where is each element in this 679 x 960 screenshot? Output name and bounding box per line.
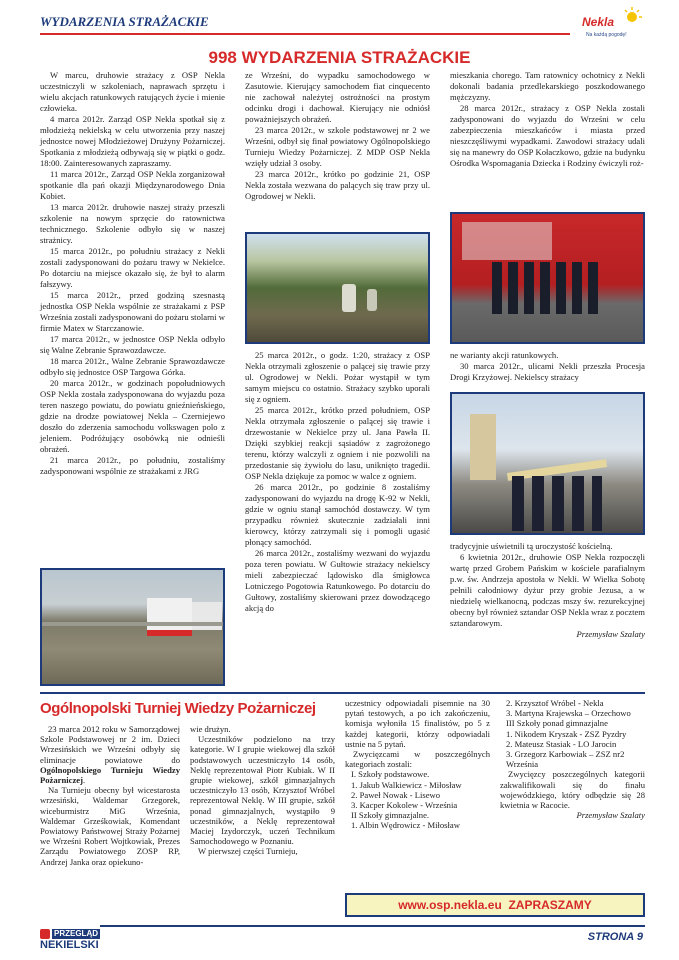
- list-item: 2. Mateusz Stasiak - LO Jarocin: [506, 738, 617, 749]
- paragraph: mieszkania chorego. Tam ratownicy ochotnicy z Nekli dokonali badania przedlekarskiego poszkodowanego mężczyzny.: [450, 70, 645, 102]
- article-title: 998 WYDARZENIA STRAŻACKIE: [208, 48, 471, 67]
- photo-procession: [450, 392, 645, 535]
- paragraph: 23 marca 2012r., w szkole podstawowej nr 2 we Wrześni, odbył się finał powiatowy Ogólnopolskiego Turnieju Wiedzy Pożarniczej. Z MDP OSP Nekla wzięły udział 3 osoby.: [245, 125, 430, 168]
- paragraph: 13 marca 2012r. druhowie naszej straży przeszli szkolenie na nowym sprzęcie do ratownictwa technicznego. Szkolenie odbyło się w naszej strażnicy.: [40, 202, 225, 245]
- article-column-2: [245, 70, 430, 202]
- paragraph: 26 marca 2012r., po godzinie 8 zostaliśmy zadysponowani do wyjazdu na drogę K-92 w Nekli, gdzie w ogniu stanął samochód dostawczy. W tym przypadku również skutecznie zadziałali inni kierowcy, którzy zatrzymali się i pomogli ugasić płonący samochód.: [245, 482, 430, 547]
- paragraph: 25 marca 2012r., krótko przed południem, OSP Nekla otrzymała zgłoszenie o palącej się trawie i drzewostanie w Nekielce przy ul. Jana Pawła II. Dzięki szybkiej reakcji sąsiadów z zagrożonego terenu, którzy walczyli z ogniem i nie pozwolili na przedostanie się żywiołu do lasu, uniknięto tragedii. OSP Nekla dziękuje za pomoc w walce z ogniem.: [245, 405, 430, 481]
- list-item: 3. Martyna Krajewska – Orzechowo: [506, 708, 631, 719]
- page-number: STRONA 9: [587, 931, 643, 943]
- paragraph: Uczestników podzielono na trzy kategorie. W I grupie wiekowej dla szkół podstawowych uczestniczyło 14 osób, Neklę reprezentował Piotr Kubiak. W II grupie wiekowej, szkół gimnazjalnych uczestniczyło 13 osób, Krzysztof Wróbel reprezentował Neklę. W III grupie, szkół ponad gimnazjalnych, wystąpiło 9 uczestników, a Neklę reprezentował Maciej Izydorczyk, uczeń Technikum Samochodowego w Poznaniu.: [190, 734, 335, 847]
- przeglad-nekielski-logo: [40, 929, 100, 951]
- paragraph: 25 marca 2012r., o godz. 1:20, strażacy z OSP Nekla otrzymali zgłoszenie o palącej się trawie przy ul. Ogrodowej w Nekli. Pożar wystąpił w tym samym miejscu co ostatnio. Strażacy szybko uporali się z ogniem.: [245, 350, 430, 404]
- paragraph: uczestnicy odpowiadali pisemnie na 30 pytań testowych, a po ich zakończeniu, komisja wyłoniła 15 finalistów, po 5 z każdej kategorii, którzy odpowiadali ustnie na 5 pytań.: [345, 698, 490, 749]
- header-divider: [40, 33, 570, 35]
- article2-column-3: [345, 698, 490, 831]
- paragraph: 15 marca 2012r., przed godziną szesnastą jednostka OSP Nekla wspólnie ze strażakami z PSP Września zostali zadysponowani do pożaru stolarni w firmie Matex w Starczanowie.: [40, 290, 225, 333]
- list-item: I. Szkoły podstawowe.: [351, 769, 430, 780]
- article2-column-1: [40, 724, 180, 867]
- nekla-logo: [578, 6, 648, 42]
- article2-column-4: [500, 698, 645, 820]
- article2-column-2: [190, 724, 335, 857]
- list-item: II Szkoły gimnazjalne.: [351, 810, 430, 821]
- paragraph: 28 marca 2012r., strażacy z OSP Nekla zostali zadysponowani do wyjazdu do Wrześni w celu zabezpieczenia mieszkańców i miasta przed nieszczęśliwymi wypadkami. Zawodowi strażacy udali się na manewry do OSP Kołaczkowo, gdzie na budynku Ośrodka Wspomagania Dziecka i Rodziny ćwiczyli roż-: [450, 103, 645, 168]
- paragraph: 23 marca 2012r., krótko po godzinie 21, OSP Nekla została wezwana do palących się traw przy ul. Ogrodowej w Nekli.: [245, 169, 430, 201]
- banner-cta: ZAPRASZAMY: [508, 898, 592, 912]
- article-divider: [40, 692, 645, 694]
- article-column-3-lower: [450, 541, 645, 640]
- paragraph: 17 marca 2012r., w jednostce OSP Nekla odbyło się Walne Zebranie Sprawozdawcze.: [40, 334, 225, 355]
- author-signature: Przemysław Szalaty: [576, 810, 645, 821]
- article2-title: Ogólnopolski Turniej Wiedzy Pożarniczej: [40, 700, 316, 717]
- article-column-3: [450, 70, 645, 169]
- paragraph: Zwycięzcami w poszczególnych kategoriach zostali:: [345, 749, 490, 770]
- photo-forest-fire: [245, 232, 430, 344]
- article-column-2-lower: [245, 350, 430, 614]
- paragraph: 30 marca 2012r., ulicami Nekli przeszła Procesja Drogi Krzyżowej. Nekielscy strażacy: [450, 361, 645, 382]
- paragraph: tradycyjnie uświetnili tą uroczystość kościelną.: [450, 541, 613, 551]
- banner-url[interactable]: www.osp.nekla.eu: [398, 898, 502, 912]
- article-column-1: [40, 70, 225, 477]
- list-item: III Szkoły ponad gimnazjalne: [506, 718, 608, 729]
- list-item: 3. Kacper Kokolew - Września: [351, 800, 458, 811]
- paragraph: W pierwszej części Turnieju,: [198, 846, 298, 857]
- list-item: 1. Jakub Walkiewicz - Miłosław: [351, 779, 462, 790]
- list-item: 2. Paweł Nowak - Lisewo: [351, 789, 441, 800]
- section-header: WYDARZENIA STRAŻACKIE: [40, 14, 209, 29]
- logo-line-2: NEKIELSKI: [40, 939, 99, 951]
- paragraph: 11 marca 2012r., Zarząd OSP Nekla zorganizował spotkanie dla pań okazji Międzynarodowego Dnia Kobiet.: [40, 169, 225, 201]
- footer-divider: [100, 925, 645, 927]
- paragraph: 21 marca 2012r., po południu, zostaliśmy zadysponowani wspólnie ze strażakami z JRG: [40, 455, 225, 476]
- paragraph: W marcu, druhowie strażacy z OSP Nekla uczestniczyli w szkoleniach, naprawach sprzętu i wielu akcjach ratunkowych ratujących życie i mienie człowieka.: [40, 70, 225, 113]
- photo-accident-scene: [40, 568, 225, 686]
- paragraph: 20 marca 2012r., w godzinach popołudniowych OSP Nekla została zadysponowana do wyjazdu poza teren naszego powiatu, do powiatu gnieźnieńskiego, gdzie na drodze powiatowej Nekla – Czerniejewo doszło do zderzenia samochodu volkswagen polo z jeleniem. Podróżujący osobówką nie odnieśli obrażeń.: [40, 378, 225, 454]
- paragraph: 15 marca 2012r., po południu strażacy z Nekli zostali zadysponowani do pożaru trawy w Nekielce. Po dotarciu na miejsce okazało się, że był to alarm fałszywy.: [40, 246, 225, 289]
- paragraph: 26 marca 2012r., zostaliśmy wezwani do wyjazdu poza teren powiatu. W Gułtowie strażacy nekielscy mieli zabezpieczać lądowisko dla śmigłowca Lotniczego Pogotowia Ratunkowego. Po dotarciu do Gułtowy, zostaliśmy skierowani przez dowodzącego akcją do: [245, 548, 430, 613]
- logo-tagline: Na każdą pogodę!: [586, 32, 627, 38]
- paragraph: Na Turnieju obecny był wicestarosta wrzesiński, Waldemar Grzegorek, wiceburmistrz MiG Września, Waldemar Grześkowiak, Komendant Powiatowy Państwowej Straży Pożarnej we Wrześni Robert Wojtkowiak, Prezes Zarządu Powiatowego ZOSP RP, Andrzej Janka oraz opiekuno-: [40, 785, 180, 867]
- paragraph: Zwycięzcy poszczególnych kategorii zakwalifikowali się do finału wojewódzkiego, który odbędzie się 28 kwietnia w Racocie.: [500, 769, 645, 811]
- paragraph: [40, 724, 180, 785]
- text: .: [82, 775, 86, 786]
- paragraph: ne warianty akcji ratunkowych.: [450, 350, 559, 360]
- website-banner[interactable]: [345, 893, 645, 917]
- paragraph: 18 marca 2012r., Walne Zebranie Sprawozdawcze odbyło się jednostce OSP Targowa Górka.: [40, 356, 225, 377]
- bold-text: Ogólnopolskiego Turnieju Wiedzy Pożarniczej: [40, 764, 180, 786]
- list-item: 1. Nikodem Kryszak - ZSZ Pyzdry: [506, 728, 627, 739]
- article-column-3-mid: [450, 350, 645, 383]
- logo-line-1: PRZEGLĄD: [54, 929, 98, 938]
- photo-firefighters-truck: [450, 212, 645, 344]
- author-signature: Przemysław Szalaty: [576, 629, 645, 639]
- paragraph: 6 kwietnia 2012r., druhowie OSP Nekla rozpoczęli wartę przed Grobem Pańskim w kościele parafialnym p.w. św. Andrzeja apostoła w Nekli. W Wielka Sobotę pełnili całodniowy dyżur przy grobie Jezusa, a w niedzielę wielkanocną, podczas mszy św. rezurekcyjnej obecny był również sztandar OSP Nekla wraz z pocztem sztandarowym.: [450, 552, 645, 628]
- paragraph: wie drużyn.: [190, 724, 231, 734]
- paragraph: ze Wrześni, do wypadku samochodowego w Zasutowie. Kierujący samochodem fiat cinquecento nie zachował należytej ostrożności na prostym odcinku drogi i dachował. Kierujący nie odniósł poważniejszych obrażeń.: [245, 70, 430, 124]
- list-item: 1. Albin Wędrowicz - Miłosław: [351, 820, 460, 831]
- person-icon: [40, 929, 50, 939]
- text: 23 marca 2012 roku w Samorządowej Szkole Podstawowej nr 2 im. Dzieci Wrzesińskich we Wrześni odbyły się eliminacje powiatowe do: [40, 724, 180, 765]
- paragraph: 4 marca 2012r. Zarząd OSP Nekla spotkał się z młodzieżą nekielską w celu utworzenia przy naszej jednostce nowej Młodzieżowej Drużyny Pożarniczej. Spotkania z młodzieżą odbywają się w piątki o godz. 18:00. Zainteresowanych zapraszamy.: [40, 114, 225, 168]
- list-item: 3. Grzegorz Karbowiak – ZSZ nr2 Września: [506, 749, 625, 770]
- logo-text: Nekla: [582, 15, 615, 29]
- list-item: 2. Krzysztof Wróbel - Nekla: [506, 698, 604, 708]
